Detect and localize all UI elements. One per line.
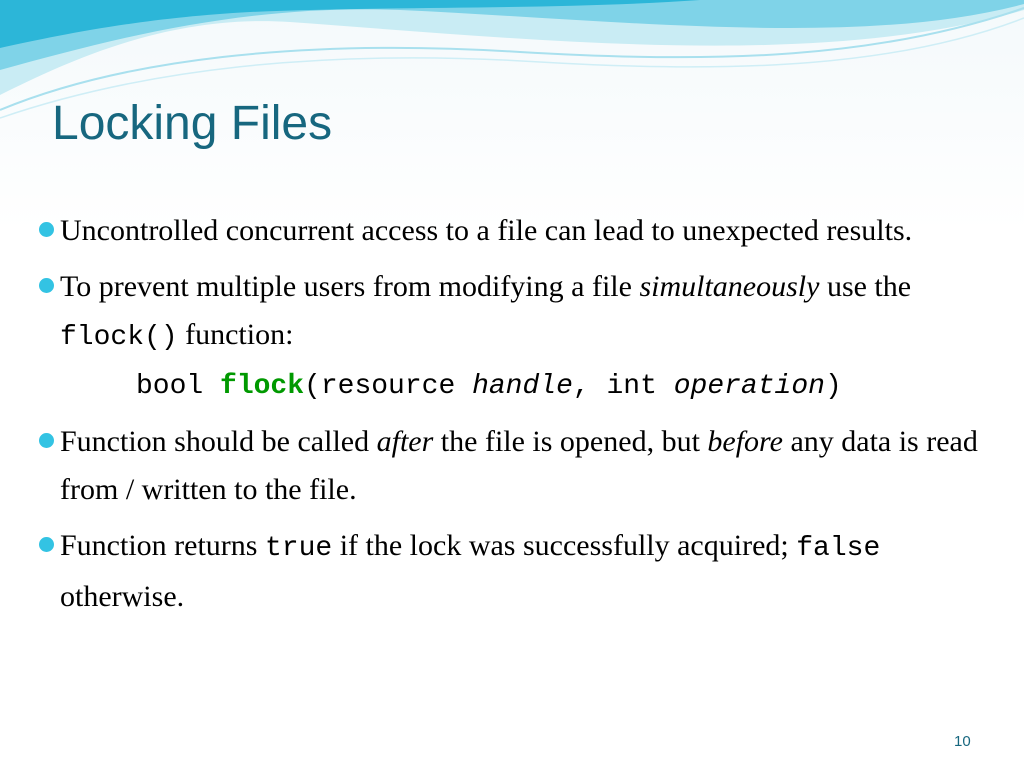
- bullet-item: [36, 207, 1011, 255]
- bullet-list: [36, 207, 1011, 629]
- signature-function-name: flock: [220, 371, 305, 402]
- bullet-text: Uncontrolled concurrent access to a file can lead to unexpected results.: [60, 214, 913, 247]
- slide-number: 10: [954, 733, 971, 750]
- bullet-item: [36, 263, 1011, 362]
- bullet-text: Function should be called: [60, 425, 377, 458]
- signature-return-type: bool: [136, 371, 221, 402]
- slide-title: Locking Files: [52, 97, 333, 150]
- bullet-item: [36, 522, 1011, 621]
- emphasis-text: before: [707, 425, 783, 458]
- function-signature: [136, 360, 1011, 414]
- bullet-icon: [39, 222, 54, 237]
- bullet-icon: [39, 537, 54, 552]
- signature-param-operation: operation: [673, 371, 825, 402]
- inline-code: false: [796, 533, 881, 564]
- emphasis-text: simultaneously: [639, 270, 820, 303]
- bullet-icon: [39, 433, 54, 448]
- inline-code: true: [264, 533, 333, 564]
- signature-open: (resource: [304, 371, 473, 402]
- bullet-text: To prevent multiple users from modifying a file: [60, 270, 640, 303]
- bullet-text: any data is read from / written to the file.: [60, 425, 978, 506]
- bullet-text: function:: [177, 318, 294, 351]
- bullet-item: [36, 418, 1011, 514]
- inline-code: flock(): [60, 322, 178, 353]
- bullet-text: use the: [819, 270, 912, 303]
- signature-param-handle: handle: [472, 371, 573, 402]
- bullet-text: if the lock was successfully acquired;: [332, 529, 797, 562]
- signature-separator: , int: [572, 371, 674, 402]
- bullet-icon: [39, 278, 54, 293]
- bullet-text: Function returns: [60, 529, 265, 562]
- emphasis-text: after: [376, 425, 434, 458]
- bullet-text: otherwise.: [60, 580, 185, 613]
- signature-close: ): [824, 371, 842, 402]
- bullet-text: the file is opened, but: [433, 425, 708, 458]
